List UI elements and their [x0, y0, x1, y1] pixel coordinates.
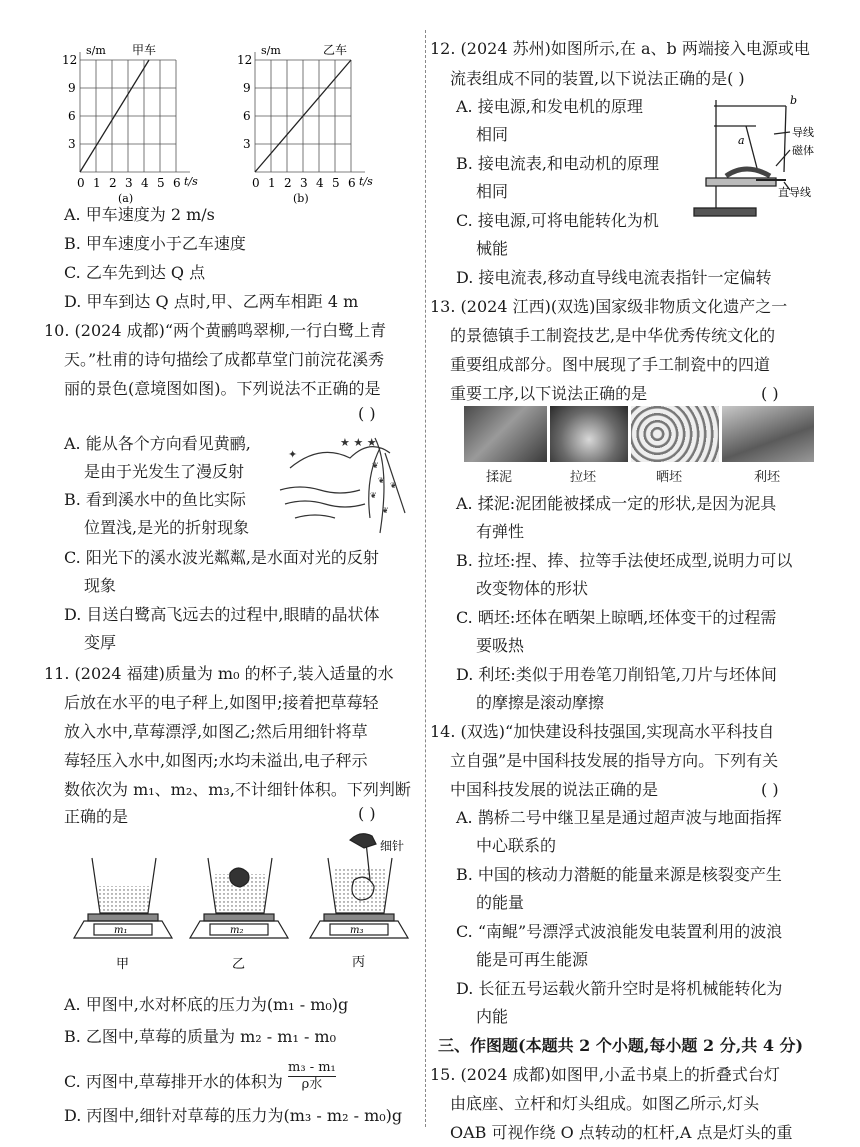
- q13-option-b2: 改变物体的形状: [476, 579, 589, 598]
- graph-b-xlabel: t/s: [359, 175, 373, 188]
- tick: 3: [300, 176, 308, 190]
- q13-option-a1: A. 揉泥:泥团能被揉成一定的形状,是因为泥具: [456, 494, 777, 513]
- q15-stem-2: 由底座、立杆和灯头组成。如图乙所示,灯头: [450, 1094, 760, 1113]
- q14-option-c1: C. “南鲲”号漂浮式波浪能发电装置利用的波浪: [456, 922, 783, 941]
- q11-stem-2: 后放在水平的电子秤上,如图甲;接着把草莓轻: [64, 693, 379, 712]
- tick: 12: [237, 53, 253, 67]
- graph-b-caption: (b): [293, 192, 309, 205]
- tick: 9: [68, 81, 76, 95]
- scale-label-2: m₂: [230, 925, 244, 936]
- q12-option-c2: 械能: [476, 239, 509, 258]
- left-column: [44, 0, 418, 1147]
- tick: 5: [157, 176, 165, 190]
- q11-option-c-text: C. 丙图中,草莓排开水的体积为: [64, 1072, 283, 1091]
- tick: 3: [68, 137, 76, 151]
- q14-option-b2: 的能量: [476, 893, 525, 912]
- fraction: [288, 1060, 336, 1093]
- q14-stem-3: 中国科技发展的说法正确的是: [450, 780, 659, 799]
- tick: 6: [173, 176, 181, 190]
- photo-caption-4: 利坯: [754, 470, 781, 485]
- photo-trimming: [722, 406, 814, 462]
- q10-option-a1: A. 能从各个方向看见黄鹂,: [64, 434, 251, 453]
- q11-answer-bracket: ( ): [358, 804, 376, 823]
- right-column: [430, 0, 816, 1147]
- q12-option-d: D. 接电流表,移动直导线电流表指针一定偏转: [456, 268, 772, 287]
- tick: 12: [62, 53, 78, 67]
- q13-stem-3: 重要组成部分。图中展现了手工制瓷中的四道: [450, 355, 771, 374]
- q13-option-d2: 的摩擦是滚动摩擦: [476, 693, 605, 712]
- tick: 6: [68, 109, 76, 123]
- q10-option-c1: C. 阳光下的溪水波光粼粼,是水面对光的反射: [64, 548, 379, 567]
- q11-option-c: [64, 1060, 336, 1099]
- q13-option-c2: 要吸热: [476, 636, 525, 655]
- photo-caption-1: 揉泥: [486, 470, 513, 485]
- q14-stem-1: 14. (双选)“加快建设科技强国,实现高水平科技自: [430, 722, 775, 741]
- graph-a: [58, 38, 223, 205]
- q10-option-c2: 现象: [84, 576, 117, 595]
- q14-option-a2: 中心联系的: [476, 836, 557, 855]
- graph-a-xlabel: t/s: [184, 175, 198, 188]
- q10-option-a2: 是由于光发生了漫反射: [84, 462, 245, 481]
- q13-stem-4: 重要工序,以下说法正确的是: [450, 384, 648, 403]
- fig-label-bing: 丙: [352, 955, 366, 970]
- q14-stem-2: 立自强”是中国科技发展的指导方向。下列有关: [450, 751, 779, 770]
- photo-caption-3: 晒坯: [656, 470, 683, 485]
- fraction-numerator: m₃ - m₁: [288, 1060, 336, 1075]
- label-wire: 导线: [792, 126, 814, 139]
- tick: 3: [125, 176, 133, 190]
- svg-text:✦: ✦: [288, 448, 298, 461]
- apparatus-figure: [686, 92, 821, 222]
- q14-option-d2: 内能: [476, 1007, 509, 1026]
- q10-stem-3: 丽的景色(意境图如图)。下列说法不正确的是: [64, 379, 381, 398]
- scenery-illustration: [280, 428, 420, 536]
- q9-option-a: A. 甲车速度为 2 m/s: [64, 205, 215, 224]
- tick: 5: [332, 176, 340, 190]
- graph-b: [233, 38, 398, 205]
- section-heading-drawing: 三、作图题(本题共 2 个小题,每小题 2 分,共 4 分): [438, 1036, 804, 1055]
- svg-text:★ ★ ★: ★ ★ ★: [340, 436, 377, 449]
- graph-a-caption: (a): [118, 192, 134, 205]
- q10-option-b2: 位置浅,是光的折射现象: [84, 518, 250, 537]
- q10-option-d1: D. 目送白鹭高飞远去的过程中,眼睛的晶状体: [64, 605, 380, 624]
- q15-stem-3: OAB 可视作绕 O 点转动的杠杆,A 点是灯头的重: [450, 1123, 793, 1142]
- q15-stem-1: 15. (2024 成都)如图甲,小孟书桌上的折叠式台灯: [430, 1065, 780, 1084]
- q12-stem-2: 流表组成不同的装置,以下说法正确的是( ): [450, 69, 745, 88]
- q10-stem-1: 10. (2024 成都)“两个黄鹂鸣翠柳,一行白鹭上青: [44, 321, 387, 340]
- q14-option-d1: D. 长征五号运载火箭升空时是将机械能转化为: [456, 979, 783, 998]
- q11-option-a: A. 甲图中,水对杯底的压力为(m₁ - m₀)g: [64, 995, 349, 1014]
- q9-option-c: C. 乙车先到达 Q 点: [64, 263, 206, 282]
- q12-stem-1: 12. (2024 苏州)如图所示,在 a、b 两端接入电源或电: [430, 39, 810, 58]
- fraction-denominator: ρ水: [301, 1077, 323, 1092]
- tick: 4: [316, 176, 324, 190]
- q10-answer-bracket: ( ): [358, 404, 376, 423]
- svg-text:❦: ❦: [372, 461, 379, 470]
- q12-option-b1: B. 接电流表,和电动机的原理: [456, 154, 660, 173]
- scale-label-3: m₃: [350, 925, 364, 936]
- q13-stem-2: 的景德镇手工制瓷技艺,是中华优秀传统文化的: [450, 326, 776, 345]
- q9-option-b: B. 甲车速度小于乙车速度: [64, 234, 246, 253]
- q11-option-b: B. 乙图中,草莓的质量为 m₂ - m₁ - m₀: [64, 1027, 337, 1046]
- q14-option-c2: 能是可再生能源: [476, 950, 589, 969]
- q10-option-d2: 变厚: [84, 633, 117, 652]
- q10-option-b1: B. 看到溪水中的鱼比实际: [64, 490, 246, 509]
- photo-caption-2: 拉坯: [570, 470, 597, 485]
- q13-option-a2: 有弹性: [476, 522, 525, 541]
- q13-option-b1: B. 拉坯:捏、捧、拉等手法使坯成型,说明力可以: [456, 551, 793, 570]
- q13-option-c1: C. 晒坯:坯体在晒架上晾晒,坯体变干的过程需: [456, 608, 777, 627]
- fig-label-jia: 甲: [116, 957, 130, 972]
- q11-stem-1: 11. (2024 福建)质量为 m₀ 的杯子,装入适量的水: [44, 664, 394, 683]
- photo-strip: [464, 406, 814, 488]
- tick: 1: [268, 176, 276, 190]
- svg-text:❦: ❦: [370, 491, 377, 500]
- tick: 6: [243, 109, 251, 123]
- tick: 0: [252, 176, 260, 190]
- tick: 6: [348, 176, 356, 190]
- photo-kneading: [464, 406, 547, 462]
- q11-stem-3: 放入水中,草莓漂浮,如图乙;然后用细针将草: [64, 722, 368, 741]
- label-a: a: [738, 134, 745, 147]
- label-straight-wire: 直导线: [778, 186, 811, 199]
- q13-stem-1: 13. (2024 江西)(双选)国家级非物质文化遗产之一: [430, 297, 788, 316]
- graph-a-ylabel: s/m: [86, 44, 106, 57]
- graph-b-ylabel: s/m: [261, 44, 281, 57]
- tick: 9: [243, 81, 251, 95]
- q14-option-a1: A. 鹊桥二号中继卫星是通过超声波与地面指挥: [456, 808, 782, 827]
- label-magnet: 磁体: [792, 144, 814, 157]
- photo-drying: [631, 406, 719, 462]
- q14-answer-bracket: ( ): [761, 780, 779, 799]
- q9-option-d: D. 甲车到达 Q 点时,甲、乙两车相距 4 m: [64, 292, 359, 311]
- cups-on-scales-figure: [70, 828, 415, 980]
- q12-option-a2: 相同: [476, 125, 509, 144]
- tick: 2: [284, 176, 292, 190]
- q12-option-a1: A. 接电源,和发电机的原理: [456, 97, 643, 116]
- q13-answer-bracket: ( ): [761, 384, 779, 403]
- graph-b-title: 乙车: [323, 43, 348, 57]
- q11-stem-4: 莓轻压入水中,如图丙;水均未溢出,电子秤示: [64, 751, 368, 770]
- svg-text:❦: ❦: [378, 476, 385, 485]
- photo-throwing: [550, 406, 628, 462]
- label-b: b: [790, 94, 798, 107]
- needle-label: 细针: [380, 839, 405, 853]
- tick: 4: [141, 176, 149, 190]
- tick: 3: [243, 137, 251, 151]
- tick: 0: [77, 176, 85, 190]
- q10-stem-2: 天。”杜甫的诗句描绘了成都草堂门前浣花溪秀: [64, 350, 385, 369]
- q13-option-d1: D. 利坯:类似于用卷笔刀削铅笔,刀片与坯体间: [456, 665, 777, 684]
- tick: 1: [93, 176, 101, 190]
- q12-option-c1: C. 接电源,可将电能转化为机: [456, 211, 659, 230]
- svg-text:❦: ❦: [382, 506, 389, 515]
- svg-text:❦: ❦: [390, 481, 397, 490]
- graph-a-title: 甲车: [132, 43, 157, 57]
- fig-label-yi: 乙: [232, 957, 246, 972]
- q11-option-d: D. 丙图中,细针对草莓的压力为(m₃ - m₂ - m₀)g: [64, 1106, 403, 1125]
- column-divider: [425, 30, 426, 1127]
- q11-stem-6: 正确的是: [64, 807, 129, 826]
- q12-option-b2: 相同: [476, 182, 509, 201]
- q14-option-b1: B. 中国的核动力潜艇的能量来源是核裂变产生: [456, 865, 782, 884]
- scale-label-1: m₁: [114, 925, 128, 936]
- q11-stem-5: 数依次为 m₁、m₂、m₃,不计细针体积。下列判断: [64, 780, 411, 799]
- tick: 2: [109, 176, 117, 190]
